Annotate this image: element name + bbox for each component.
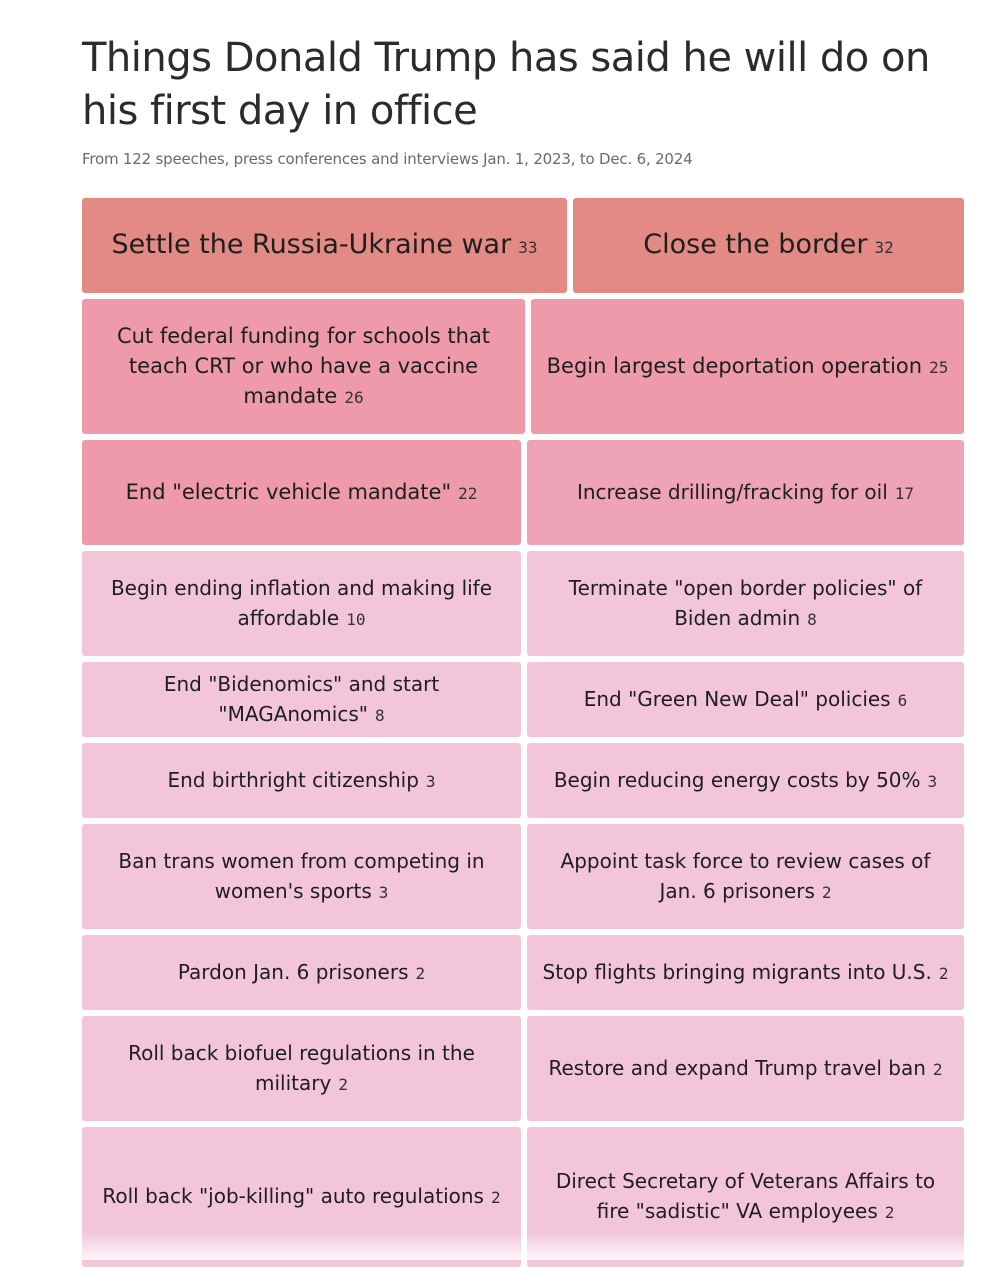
tile-label: Appoint task force to review cases of Jan. 6 prisoners <box>560 848 931 903</box>
tile-cut-federal-funding-for-schools-that-teach-crt-or-who-have-a-vaccine-mandate <box>82 299 525 434</box>
tile-appoint-task-force-to-review-cases-of-jan-6-prisoners <box>527 824 964 929</box>
tile-increase-drilling-fracking-for-oil <box>527 440 964 545</box>
tile-end-birthright-citizenship <box>82 743 521 818</box>
tile-label: End "Green New Deal" policies <box>583 686 891 711</box>
tile-label: Cut federal funding for schools that teach CRT or who have a vaccine mandate <box>116 323 491 408</box>
tile-count: 33 <box>518 237 538 257</box>
tile-count: 2 <box>415 963 426 983</box>
tile-text <box>577 477 914 509</box>
tile-end-bidenomics-and-start-maganomics <box>82 662 521 737</box>
tile-count: 26 <box>344 387 364 407</box>
tile-text <box>102 1181 500 1213</box>
chart-title: Things Donald Trump has said he will do on his first day in office <box>82 35 930 134</box>
tile-text <box>643 225 893 267</box>
tile-count: 25 <box>929 357 949 377</box>
tile-text <box>126 477 478 509</box>
tile-label: Direct Secretary of Veterans Affairs to fire "sadistic" VA employees <box>555 1169 936 1223</box>
tile-count: 2 <box>821 882 832 902</box>
tile-label: Begin ending inflation and making life affordable <box>110 575 493 630</box>
tile-ban-trans-women-from-competing-in-women-s-sports <box>82 824 521 929</box>
tile-text <box>584 684 908 716</box>
tile-text <box>541 846 950 908</box>
treemap-row <box>82 551 964 656</box>
treemap-row <box>82 299 964 434</box>
tile-text <box>541 1166 950 1228</box>
tile-label: Roll back "job-killing" auto regulations <box>102 1184 484 1208</box>
treemap-row <box>82 1016 964 1121</box>
tile-text <box>548 1053 942 1085</box>
tile-end-green-new-deal-policies <box>527 662 964 737</box>
tile-pardon-jan-6-prisoners <box>82 935 521 1010</box>
tile-count: 3 <box>425 771 436 791</box>
tile-begin-reducing-energy-costs-by-50 <box>527 743 964 818</box>
tile-label: Close the border <box>643 228 868 260</box>
tile-text <box>96 1038 507 1100</box>
tile-terminate-open-border-policies-of-biden-admin <box>527 551 964 656</box>
tile-count: 3 <box>927 771 938 791</box>
tile-direct-secretary-of-veterans-affairs-to-fire-sadistic-va-employees <box>527 1127 964 1267</box>
tile-label: Pardon Jan. 6 prisoners <box>177 959 409 984</box>
treemap-row <box>82 824 964 929</box>
tile-restore-and-expand-trump-travel-ban <box>527 1016 964 1121</box>
tile-count: 8 <box>374 705 385 725</box>
tile-count: 17 <box>894 483 915 503</box>
tile-text <box>96 669 507 731</box>
tile-count: 22 <box>458 483 478 503</box>
tile-text <box>96 846 507 908</box>
tile-label: End birthright citizenship <box>167 767 419 792</box>
treemap-row <box>82 1127 964 1267</box>
treemap-row <box>82 662 964 737</box>
treemap-row <box>82 440 964 545</box>
tile-label: Terminate "open border policies" of Biden admin <box>568 575 923 630</box>
tile-text <box>167 765 435 797</box>
chart-subtitle: From 122 speeches, press conferences and interviews Jan. 1, 2023, to Dec. 6, 2024 <box>82 150 693 168</box>
tile-label: Roll back biofuel regulations in the military <box>128 1040 475 1095</box>
tile-count: 32 <box>874 237 894 257</box>
tile-label: Begin reducing energy costs by 50% <box>553 767 921 792</box>
tile-text <box>541 573 950 635</box>
tile-text <box>543 957 949 989</box>
tile-begin-ending-inflation-and-making-life-affordable <box>82 551 521 656</box>
tile-label: End "Bidenomics" and start "MAGAnomics" <box>163 671 440 726</box>
tile-text <box>96 573 507 635</box>
tile-begin-largest-deportation-operation <box>531 299 964 434</box>
tile-text <box>554 765 937 797</box>
tile-count: 6 <box>897 690 908 710</box>
tile-label: Begin largest deportation operation <box>546 353 923 378</box>
tile-label: Increase drilling/fracking for oil <box>576 479 888 504</box>
tile-count: 3 <box>378 882 389 902</box>
tile-label: Ban trans women from competing in women's sports <box>118 848 485 903</box>
tile-roll-back-job-killing-auto-regulations <box>82 1127 521 1267</box>
tile-stop-flights-bringing-migrants-into-u-s <box>527 935 964 1010</box>
tile-count: 10 <box>346 609 366 629</box>
tile-count: 2 <box>490 1188 501 1207</box>
tile-label: Restore and expand Trump travel ban <box>548 1055 926 1080</box>
tile-text <box>547 351 949 383</box>
treemap-row <box>82 743 964 818</box>
tile-count: 2 <box>932 1059 943 1079</box>
treemap-row <box>82 935 964 1010</box>
tile-roll-back-biofuel-regulations-in-the-military <box>82 1016 521 1121</box>
tile-settle-the-russia-ukraine-war <box>82 198 567 293</box>
tile-text <box>178 957 425 989</box>
tile-label: Settle the Russia-Ukraine war <box>111 228 512 260</box>
tile-label: Stop flights bringing migrants into U.S. <box>542 959 932 984</box>
tile-text <box>96 321 511 413</box>
tile-text <box>112 225 538 267</box>
tile-end-electric-vehicle-mandate <box>82 440 521 545</box>
tile-count: 2 <box>884 1203 895 1222</box>
treemap-row <box>82 198 964 293</box>
tile-label: End "electric vehicle mandate" <box>125 479 452 504</box>
tile-count: 2 <box>938 963 949 983</box>
tile-count: 8 <box>807 609 817 629</box>
tile-count: 2 <box>338 1074 348 1094</box>
tile-close-the-border <box>573 198 964 293</box>
